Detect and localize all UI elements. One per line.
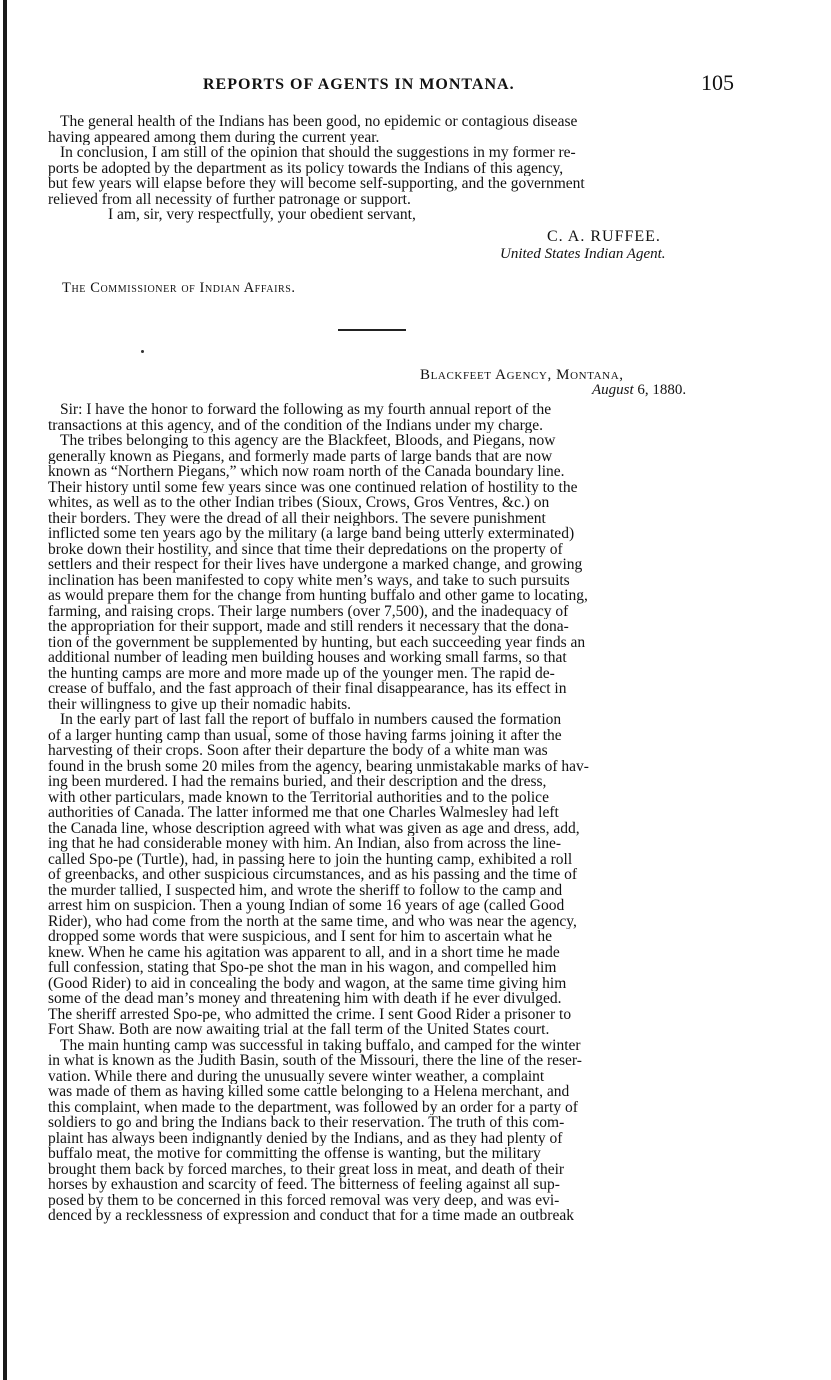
text-line: In conclusion, I am still of the opinion that should the suggestions in my former re- bbox=[60, 145, 576, 161]
text-line: knew. When he came his agitation was apparent to all, and in a short time he made bbox=[48, 944, 560, 960]
text-line: horses by exhaustion and scarcity of feed. The bitterness of feeling against all sup- bbox=[48, 1177, 560, 1193]
dateline-month: August bbox=[592, 382, 634, 398]
text-line: relieved from all necessity of further patronage or support. bbox=[48, 191, 411, 207]
text-line: found in the brush some 20 miles from the agency, bearing unmistakable marks of hav- bbox=[48, 758, 589, 774]
running-head bbox=[48, 70, 738, 100]
text-line: Sir: I have the honor to forward the following as my fourth annual report of the bbox=[60, 402, 552, 418]
closing-paragraphs bbox=[48, 114, 736, 223]
text-line: the Canada line, whose description agreed with what was given as age and dress, add, bbox=[48, 820, 580, 836]
text-line: but few years will elapse before they will become self-supporting, and the government bbox=[48, 176, 585, 192]
dateline-place: Blackfeet Agency, Montana, bbox=[420, 367, 624, 383]
text-line: settlers and their respect for their lives have undergone a marked change, and growing bbox=[48, 557, 583, 573]
text-line: the appropriation for their support, made and still renders it necessary that the dona- bbox=[48, 619, 569, 635]
text-line: inflicted some ten years ago by the military (a large band being utterly exterminated) bbox=[48, 526, 575, 542]
text-line: The tribes belonging to this agency are the Blackfeet, Bloods, and Piegans, now bbox=[60, 433, 556, 449]
text-line: generally known as Piegans, and formerly made parts of large bands that are now bbox=[48, 448, 553, 464]
text-line: ports be adopted by the department as its policy towards the Indians of this agency, bbox=[48, 160, 564, 176]
text-line: tion of the government be supplemented by hunting, but each succeeding year finds an bbox=[48, 634, 586, 650]
text-line: ing been murdered. I had the remains buried, and their description and the dress, bbox=[48, 774, 547, 790]
text-line: some of the dead man’s money and threatening him with death if he ever divulged. bbox=[48, 991, 562, 1007]
text-line: broke down their hostility, and since that time their depredations on the property of bbox=[48, 541, 563, 557]
addressee: The Commissioner of Indian Affairs. bbox=[62, 280, 296, 296]
text-line: vation. While there and during the unusually severe winter weather, a complaint bbox=[48, 1068, 545, 1084]
text-line: transactions at this agency, and of the condition of the Indians under my charge. bbox=[48, 417, 543, 433]
text-line: additional number of leading men building houses and working small farms, so that bbox=[48, 650, 567, 666]
text-line: ing that he had considerable money with him. An Indian, also from across the line- bbox=[48, 836, 562, 852]
text-line: Their history until some few years since was one continued relation of hostility to the bbox=[48, 479, 578, 495]
dateline-date bbox=[592, 382, 686, 399]
text-line: In the early part of last fall the report of buffalo in numbers caused the formation bbox=[60, 712, 562, 728]
text-line: Rider), who had come from the north at the same time, and who was near the agency, bbox=[48, 913, 577, 929]
text-line: their willingness to give up their nomadic habits. bbox=[48, 696, 352, 712]
text-line: buffalo meat, the motive for committing the offense is wanting, but the military bbox=[48, 1146, 541, 1162]
print-speck bbox=[141, 350, 144, 353]
text-line: (Good Rider) to aid in concealing the body and wagon, at the same time giving him bbox=[48, 975, 567, 991]
text-line: dropped some words that were suspicious, and I sent for him to ascertain what he bbox=[48, 929, 553, 945]
page-number: 105 bbox=[701, 70, 734, 95]
text-line: posed by them to be concerned in this forced removal was very deep, and was evi- bbox=[48, 1192, 560, 1208]
text-line: soldiers to go and bring the Indians back to their reservation. The truth of this com- bbox=[48, 1115, 565, 1131]
text-line: called Spo-pe (Turtle), had, in passing here to join the hunting camp, exhibited a roll bbox=[48, 851, 573, 867]
section-divider bbox=[338, 329, 406, 331]
text-line: denced by a recklessness of expression and conduct that for a time made an outbreak bbox=[48, 1208, 574, 1224]
text-line: in what is known as the Judith Basin, south of the Missouri, there the line of the reser- bbox=[48, 1053, 582, 1069]
text-line: with other particulars, made known to the Territorial authorities and to the police bbox=[48, 789, 549, 805]
running-title: REPORTS OF AGENTS IN MONTANA. bbox=[203, 76, 515, 93]
signature-title: United States Indian Agent. bbox=[500, 246, 666, 262]
text-line: plaint has always been indignantly denied by the Indians, and as they had plenty of bbox=[48, 1130, 563, 1146]
report-body bbox=[48, 402, 736, 1224]
text-line: authorities of Canada. The latter informed me that one Charles Walmesley had left bbox=[48, 805, 559, 821]
text-line: having appeared among them during the current year. bbox=[48, 129, 380, 145]
signature-name: C. A. RUFFEE. bbox=[547, 228, 661, 245]
text-line: Fort Shaw. Both are now awaiting trial at the fall term of the United States court. bbox=[48, 1022, 550, 1038]
dateline-day-year: 6, 1880. bbox=[633, 382, 687, 398]
text-line: inclination has been manifested to copy white men’s ways, and take to such pursuits bbox=[48, 572, 570, 588]
text-line: as would prepare them for the change from hunting buffalo and other game to locating, bbox=[48, 588, 588, 604]
text-line: arrest him on suspicion. Then a young Indian of some 16 years of age (called Good bbox=[48, 898, 565, 914]
text-line: known as “Northern Piegans,” which now roam north of the Canada boundary line. bbox=[48, 464, 565, 480]
page-edge-rule bbox=[3, 0, 7, 1380]
text-line: farming, and raising crops. Their large numbers (over 7,500), and the inadequacy of bbox=[48, 603, 569, 619]
text-line: the murder tallied, I suspected him, and wrote the sheriff to follow to the camp and bbox=[48, 882, 563, 898]
text-line: of greenbacks, and other suspicious circumstances, and as his passing and the time of bbox=[48, 867, 578, 883]
text-line: The general health of the Indians has been good, no epidemic or contagious disease bbox=[60, 114, 578, 130]
text-line: was made of them as having killed some cattle belonging to a Helena merchant, and bbox=[48, 1084, 570, 1100]
text-line: The sheriff arrested Spo-pe, who admitted the crime. I sent Good Rider a prisoner to bbox=[48, 1006, 572, 1022]
text-line: full confession, stating that Spo-pe shot the man in his wagon, and compelled him bbox=[48, 960, 557, 976]
text-line: harvesting of their crops. Soon after their departure the body of a white man was bbox=[48, 743, 548, 759]
text-line: crease of buffalo, and the fast approach of their final disappearance, has its effect in bbox=[48, 681, 567, 697]
text-line: the hunting camps are more and more made up of the younger men. The rapid de- bbox=[48, 665, 555, 681]
text-line: whites, as well as to the other Indian tribes (Sioux, Crows, Gros Ventres, &c.) on bbox=[48, 495, 550, 511]
salutation-line: I am, sir, very respectfully, your obedient servant, bbox=[108, 207, 416, 223]
text-line: this complaint, when made to the department, was followed by an order for a party of bbox=[48, 1099, 578, 1115]
text-line: their borders. They were the dread of all their neighbors. The severe punishment bbox=[48, 510, 546, 526]
text-line: brought them back by forced marches, to their great loss in meat, and death of their bbox=[48, 1161, 565, 1177]
text-line: The main hunting camp was successful in taking buffalo, and camped for the winter bbox=[60, 1037, 581, 1053]
text-line: of a larger hunting camp than usual, some of those having farms joining it after the bbox=[48, 727, 562, 743]
